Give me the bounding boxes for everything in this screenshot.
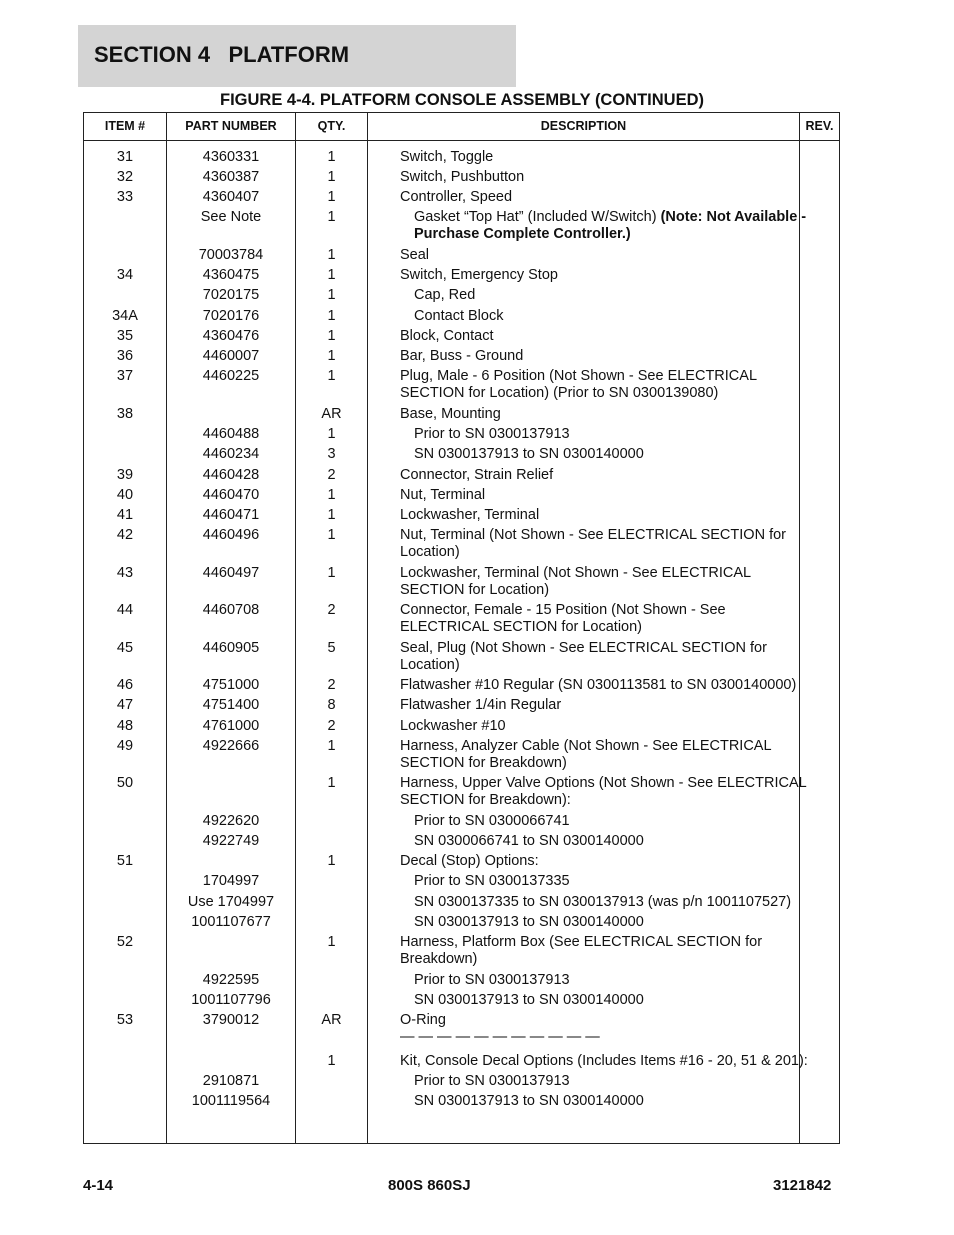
description-text: Contact Block xyxy=(414,308,504,324)
quantity: 1 xyxy=(327,348,336,364)
description xyxy=(400,267,800,284)
description-line xyxy=(414,287,814,304)
description-text: O-Ring xyxy=(400,1012,446,1028)
description-text: SECTION for Breakdown) xyxy=(400,755,567,771)
description-line xyxy=(414,914,814,931)
description xyxy=(400,169,800,186)
header-description: DESCRIPTION xyxy=(540,119,627,133)
part-number: 4460007 xyxy=(202,348,260,364)
description xyxy=(400,1053,808,1070)
description xyxy=(414,446,814,463)
description xyxy=(400,328,800,345)
description-line xyxy=(400,149,800,166)
description-text: SN 0300137335 to SN 0300137913 (was p/n 1001107527) xyxy=(414,894,792,910)
quantity: 1 xyxy=(327,247,336,263)
description-text: Switch, Toggle xyxy=(400,149,494,165)
description xyxy=(400,853,800,870)
item-number: 46 xyxy=(116,677,134,693)
quantity: AR xyxy=(321,1012,342,1028)
description xyxy=(400,487,800,504)
quantity: 1 xyxy=(327,149,336,165)
part-number: 4922666 xyxy=(202,738,260,754)
description-line xyxy=(400,368,800,385)
item-number: 40 xyxy=(116,487,134,503)
description-line xyxy=(414,972,814,989)
part-number: 4751000 xyxy=(202,677,260,693)
description xyxy=(400,718,800,735)
description-text: Harness, Upper Valve Options (Not Shown - See ELECTRICAL xyxy=(400,775,807,791)
description xyxy=(400,640,800,674)
description-text: Base, Mounting xyxy=(400,406,501,422)
description-line xyxy=(400,1012,800,1029)
description-text: Connector, Female - 15 Position (Not Shown - See xyxy=(400,602,726,618)
quantity: 1 xyxy=(327,853,336,869)
figure-title-text: FIGURE 4-4. PLATFORM CONSOLE ASSEMBLY (CONTINUED) xyxy=(219,91,705,109)
item-number: 41 xyxy=(116,507,134,523)
description xyxy=(400,1012,800,1046)
description xyxy=(400,775,807,809)
description-text: Gasket “Top Hat” (Included W/Switch) xyxy=(414,209,661,225)
description-line xyxy=(414,1093,814,1110)
description xyxy=(400,189,800,206)
description xyxy=(414,972,814,989)
part-number: 4360331 xyxy=(202,149,260,165)
description-line xyxy=(400,738,800,755)
part-number: 4460905 xyxy=(202,640,260,656)
item-number: 39 xyxy=(116,467,134,483)
description-text: SN 0300066741 to SN 0300140000 xyxy=(414,833,644,849)
page-number: 4-14 xyxy=(83,1177,114,1194)
description xyxy=(400,738,800,772)
description-text: SECTION for Breakdown): xyxy=(400,792,571,808)
description-text: Controller, Speed xyxy=(400,189,513,205)
description-line xyxy=(400,406,800,423)
description-text: Location) xyxy=(400,657,460,673)
section-title: SECTION 4 PLATFORM xyxy=(94,42,350,67)
description-line xyxy=(400,775,807,792)
description-line xyxy=(400,934,800,951)
description-text: Seal, Plug (Not Shown - See ELECTRICAL SECTION for xyxy=(400,640,767,656)
description-text: SECTION for Location) xyxy=(400,582,550,598)
description xyxy=(400,602,800,636)
description-line xyxy=(400,951,800,968)
description-line xyxy=(414,992,814,1009)
description-text: Switch, Emergency Stop xyxy=(400,267,558,283)
description-text: Switch, Pushbutton xyxy=(400,169,525,185)
quantity: 1 xyxy=(327,426,336,442)
part-number: 4460497 xyxy=(202,565,260,581)
quantity: 2 xyxy=(327,677,336,693)
description-text: SN 0300137913 to SN 0300140000 xyxy=(414,446,644,462)
parts-table xyxy=(83,112,840,1144)
item-number: 31 xyxy=(116,149,134,165)
description xyxy=(400,697,800,714)
item-number: 52 xyxy=(116,934,134,950)
part-number: 4460470 xyxy=(202,487,260,503)
item-number: 50 xyxy=(116,775,134,791)
col-divider xyxy=(367,113,368,1143)
part-number: 4460234 xyxy=(202,446,260,462)
part-number: 4751400 xyxy=(202,697,260,713)
part-number: 7020176 xyxy=(202,308,260,324)
description-text: Kit, Console Decal Options (Includes Items #16 - 20, 51 & 201): xyxy=(400,1053,808,1069)
item-number: 34 xyxy=(116,267,134,283)
description-line xyxy=(400,328,800,345)
description-text: SN 0300137913 to SN 0300140000 xyxy=(414,1093,644,1109)
item-number: 33 xyxy=(116,189,134,205)
quantity: 8 xyxy=(327,697,336,713)
item-number: 44 xyxy=(116,602,134,618)
part-number: 7020175 xyxy=(202,287,260,303)
header-rev: REV. xyxy=(805,119,834,133)
quantity: 1 xyxy=(327,934,336,950)
description xyxy=(400,149,800,166)
description xyxy=(414,992,814,1009)
description-line xyxy=(400,527,800,544)
description-line xyxy=(400,853,800,870)
description-text: Decal (Stop) Options: xyxy=(400,853,539,869)
description xyxy=(414,894,814,911)
item-number: 45 xyxy=(116,640,134,656)
description-line xyxy=(414,426,814,443)
quantity: 2 xyxy=(327,718,336,734)
description xyxy=(400,368,800,402)
description-note: (Note: Not Available - xyxy=(660,209,807,225)
description xyxy=(400,467,800,484)
description-line xyxy=(400,619,800,636)
header-part-number: PART NUMBER xyxy=(185,119,277,133)
description-line xyxy=(400,582,800,599)
description-line xyxy=(400,697,800,714)
quantity: 1 xyxy=(327,527,336,543)
document-number: 3121842 xyxy=(773,1177,832,1194)
description xyxy=(414,1093,814,1110)
description-line xyxy=(400,1053,808,1070)
description-text: Lockwasher #10 xyxy=(400,718,506,734)
description xyxy=(400,677,800,694)
part-number: 4460708 xyxy=(202,602,260,618)
description-text: Flatwasher 1/4in Regular xyxy=(400,697,562,713)
item-number: 49 xyxy=(116,738,134,754)
part-number: 4460471 xyxy=(202,507,260,523)
description-text: Breakdown) xyxy=(400,951,478,967)
description-text: Harness, Platform Box (See ELECTRICAL SECTION for xyxy=(400,934,763,950)
description-line xyxy=(400,640,800,657)
description-line xyxy=(400,189,800,206)
description-text: Bar, Buss - Ground xyxy=(400,348,524,364)
description-line xyxy=(400,169,800,186)
item-number: 42 xyxy=(116,527,134,543)
item-number: 34A xyxy=(112,308,138,324)
description xyxy=(414,813,814,830)
figure-title xyxy=(0,91,924,110)
description-line xyxy=(400,602,800,619)
part-number: 4922620 xyxy=(202,813,260,829)
description-text: Connector, Strain Relief xyxy=(400,467,554,483)
description xyxy=(400,565,800,599)
quantity: 2 xyxy=(327,602,336,618)
description-line xyxy=(400,247,800,264)
item-number: 43 xyxy=(116,565,134,581)
description-text: SN 0300137913 to SN 0300140000 xyxy=(414,914,644,930)
description-line xyxy=(400,565,800,582)
item-number: 36 xyxy=(116,348,134,364)
quantity: 2 xyxy=(327,467,336,483)
description xyxy=(400,527,800,561)
description xyxy=(414,287,814,304)
description-line xyxy=(400,718,800,735)
quantity: 1 xyxy=(327,775,336,791)
description-line xyxy=(400,348,800,365)
part-number: 1001107677 xyxy=(191,914,271,930)
description xyxy=(400,348,800,365)
description-text: Nut, Terminal xyxy=(400,487,486,503)
quantity: 3 xyxy=(327,446,336,462)
item-number: 51 xyxy=(116,853,134,869)
quantity: 1 xyxy=(327,287,336,303)
description xyxy=(414,833,814,850)
part-number: 4922749 xyxy=(202,833,260,849)
description-line xyxy=(400,792,800,809)
description-text: Prior to SN 0300066741 xyxy=(414,813,570,829)
description-line xyxy=(414,833,814,850)
description-line xyxy=(414,446,814,463)
item-number: 38 xyxy=(116,406,134,422)
header-item: ITEM # xyxy=(104,119,146,133)
quantity: 1 xyxy=(327,169,336,185)
description-line xyxy=(400,755,800,772)
description-line xyxy=(400,677,800,694)
item-number: 35 xyxy=(116,328,134,344)
description-line xyxy=(400,487,800,504)
description-line xyxy=(414,894,814,911)
quantity: 1 xyxy=(327,487,336,503)
quantity: 1 xyxy=(327,565,336,581)
quantity: 1 xyxy=(327,189,336,205)
description-text: Location) xyxy=(400,544,460,560)
description-line xyxy=(400,507,800,524)
description xyxy=(414,209,814,243)
part-number: 4360475 xyxy=(202,267,260,283)
description xyxy=(414,914,814,931)
part-number: 1704997 xyxy=(202,873,260,889)
description-text: Plug, Male - 6 Position (Not Shown - See ELECTRICAL xyxy=(400,368,758,384)
part-number: 4360476 xyxy=(202,328,260,344)
description xyxy=(414,308,814,325)
description-text: Flatwasher #10 Regular (SN 0300113581 to SN 0300140000) xyxy=(400,677,797,693)
part-number: 4761000 xyxy=(202,718,260,734)
part-number: 1001119564 xyxy=(191,1093,271,1109)
quantity: 1 xyxy=(327,308,336,324)
description-text: Nut, Terminal (Not Shown - See ELECTRICAL SECTION for xyxy=(400,527,786,543)
description-line xyxy=(400,267,800,284)
quantity: 1 xyxy=(327,267,336,283)
model-name: 800S 860SJ xyxy=(388,1177,471,1194)
description xyxy=(400,934,800,968)
description-line xyxy=(400,385,800,402)
header-divider xyxy=(84,140,839,141)
description xyxy=(400,247,800,264)
description-text: ELECTRICAL SECTION for Location) xyxy=(400,619,643,635)
description-text: Seal xyxy=(400,247,430,263)
description-text: Prior to SN 0300137913 xyxy=(414,426,570,442)
description-text: SN 0300137913 to SN 0300140000 xyxy=(414,992,644,1008)
description-line xyxy=(414,226,814,243)
description-text: Prior to SN 0300137335 xyxy=(414,873,570,889)
quantity: 1 xyxy=(327,368,336,384)
description xyxy=(414,1073,814,1090)
item-number: 48 xyxy=(116,718,134,734)
part-number: 4460225 xyxy=(202,368,260,384)
quantity: 1 xyxy=(327,1053,336,1069)
description xyxy=(400,507,800,524)
description-line xyxy=(400,544,800,561)
part-number: 4922595 xyxy=(202,972,260,988)
part-number: 4360387 xyxy=(202,169,260,185)
description-text: Block, Contact xyxy=(400,328,494,344)
item-number: 32 xyxy=(116,169,134,185)
description-text: Prior to SN 0300137913 xyxy=(414,1073,570,1089)
description-text: Prior to SN 0300137913 xyxy=(414,972,570,988)
description-text: SECTION for Location) (Prior to SN 0300139080) xyxy=(400,385,719,401)
part-number: Use 1704997 xyxy=(187,894,275,910)
description xyxy=(400,406,800,423)
quantity: 1 xyxy=(327,328,336,344)
description-line xyxy=(400,467,800,484)
description-line xyxy=(414,308,814,325)
item-number: 37 xyxy=(116,368,134,384)
quantity: 5 xyxy=(327,640,336,656)
description-text: Cap, Red xyxy=(414,287,476,303)
quantity: AR xyxy=(321,406,342,422)
description xyxy=(414,426,814,443)
part-number: 4460496 xyxy=(202,527,260,543)
description-line xyxy=(414,209,814,226)
quantity: 1 xyxy=(327,738,336,754)
description-line xyxy=(400,657,800,674)
description-text: Lockwasher, Terminal (Not Shown - See ELECTRICAL xyxy=(400,565,752,581)
description-text: Lockwasher, Terminal xyxy=(400,507,540,523)
part-number: 1001107796 xyxy=(191,992,271,1008)
description-text: — — — — — — — — — — — xyxy=(400,1029,600,1045)
description-text: Purchase Complete Controller.) xyxy=(414,226,631,242)
item-number: 47 xyxy=(116,697,134,713)
quantity: 1 xyxy=(327,209,336,225)
part-number: 70003784 xyxy=(198,247,264,263)
description-line xyxy=(414,1073,814,1090)
part-number: See Note xyxy=(200,209,262,225)
header-qty: QTY. xyxy=(317,119,346,133)
part-number: 4460488 xyxy=(202,426,260,442)
part-number: 2910871 xyxy=(202,1073,260,1089)
part-number: 4360407 xyxy=(202,189,260,205)
item-number: 53 xyxy=(116,1012,134,1028)
description-line xyxy=(414,873,814,890)
part-number: 4460428 xyxy=(202,467,260,483)
description-text: Harness, Analyzer Cable (Not Shown - See ELECTRICAL xyxy=(400,738,772,754)
part-number: 3790012 xyxy=(202,1012,260,1028)
quantity: 1 xyxy=(327,507,336,523)
description xyxy=(414,873,814,890)
description-line xyxy=(400,1029,800,1046)
description-line xyxy=(414,813,814,830)
